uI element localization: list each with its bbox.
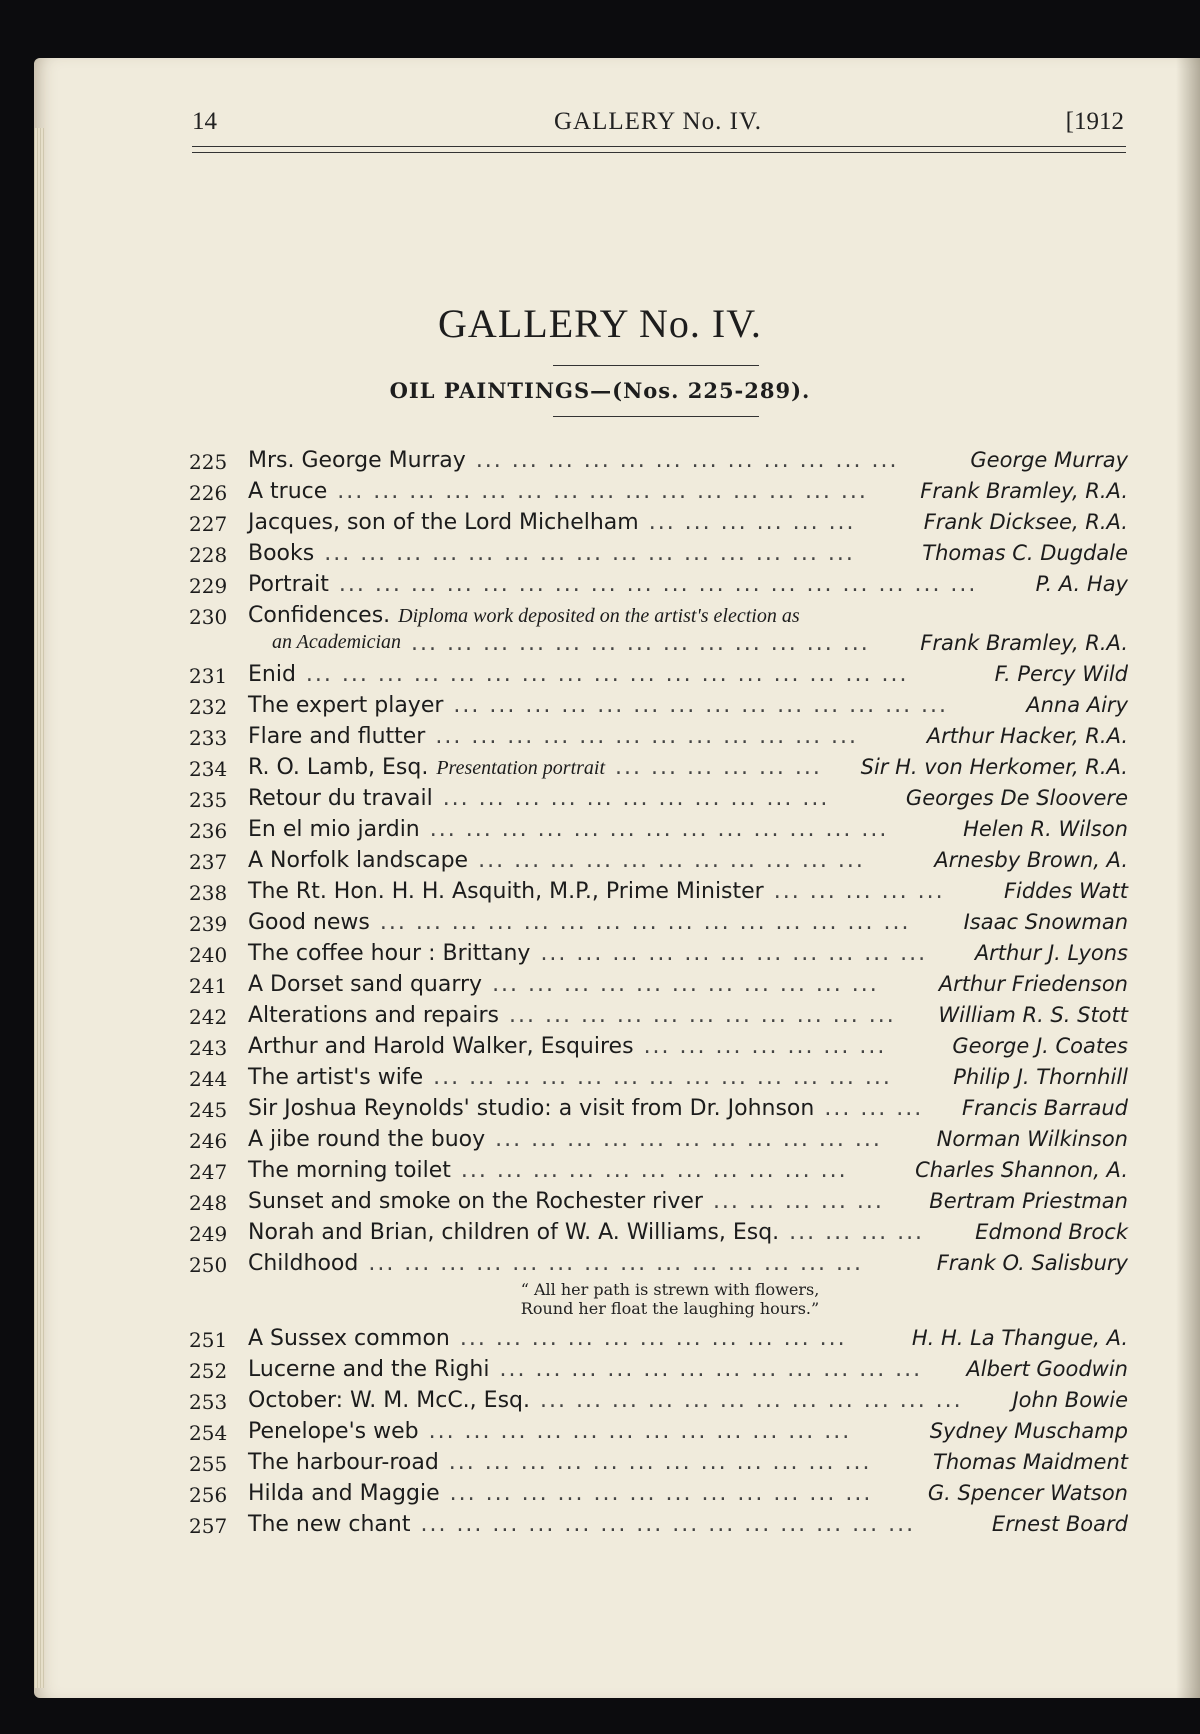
- entry-artist: Frank Bramley, R.A.: [920, 479, 1128, 503]
- entry-artist: H. H. La Thangue, A.: [911, 1326, 1128, 1350]
- entry-title-text: Flare and flutter: [248, 724, 426, 749]
- catalogue-entry: [0, 1003, 1200, 1033]
- entry-title: [248, 448, 466, 473]
- catalogue-entry: [0, 603, 1200, 633]
- leader-dots: ... ... ... ... ... ... ... ... ... ... ... ... ... ... ...: [379, 910, 911, 935]
- entry-artist: George J. Coates: [952, 1034, 1128, 1058]
- entry-title-text: The artist's wife: [248, 1065, 424, 1090]
- entry-title-text: A truce: [248, 479, 328, 504]
- entry-number: 257: [189, 1514, 228, 1538]
- leader-dots: ... ... ... ... ... ... ... ... ... ... ... ... ... ... ...: [337, 479, 868, 504]
- header-rule: [192, 146, 1126, 147]
- catalogue-entry: [0, 1158, 1200, 1188]
- leader-dots: ... ... ... ... ... ... ... ... ... ... ... ... ...: [411, 631, 870, 656]
- entry-title: [248, 941, 530, 966]
- entry-number: 236: [189, 819, 228, 843]
- catalogue-entry: [0, 755, 1200, 785]
- leader-dots: ... ... ... ... ... ... ... ... ... ... ...: [540, 941, 928, 966]
- entry-title-text: A Dorset sand quarry: [248, 972, 483, 997]
- entry-artist: George Murray: [970, 448, 1128, 472]
- catalogue-entry: [0, 1450, 1200, 1480]
- entry-artist: John Bowie: [1012, 1388, 1128, 1412]
- entry-title: [248, 1096, 814, 1121]
- entry-artist: Charles Shannon, A.: [915, 1158, 1128, 1182]
- entry-title: [248, 662, 296, 687]
- catalogue-entry: [0, 972, 1200, 1002]
- entry-title: [248, 817, 420, 842]
- entry-number: 255: [189, 1452, 228, 1476]
- entry-number: 247: [189, 1160, 228, 1184]
- entry-number: 244: [189, 1067, 228, 1091]
- catalogue-entry: [0, 1220, 1200, 1250]
- leader-dots: ... ... ... ... ... ... ... ... ... ... ...: [478, 848, 865, 873]
- leader-dots: ... ... ... ... ... ... ... ... ... ... ...: [442, 786, 830, 811]
- entry-artist: Georges De Sloovere: [905, 786, 1128, 810]
- entry-note: Presentation portrait: [436, 757, 606, 779]
- leader-dots: ... ... ... ... ... ... ... ... ... ... ... ... ... ... ... ... ...: [305, 662, 909, 687]
- running-title: GALLERY No. IV.: [553, 108, 763, 135]
- gallery-title: GALLERY No. IV.: [438, 301, 762, 346]
- entry-title: [248, 541, 314, 566]
- header-rule: [192, 152, 1126, 153]
- entry-title: [248, 910, 370, 935]
- entry-title: [248, 603, 800, 628]
- entry-artist: Ernest Board: [991, 1512, 1128, 1536]
- entry-title: [248, 1034, 634, 1059]
- catalogue-entry: [0, 1419, 1200, 1449]
- entry-title-text: The expert player: [248, 693, 444, 718]
- entry-title-text: Confidences.: [248, 603, 391, 628]
- catalogue-entry: [0, 1512, 1200, 1542]
- entry-number: 235: [189, 788, 228, 812]
- catalogue-entry: [0, 693, 1200, 723]
- entry-artist: P. A. Hay: [1035, 572, 1128, 596]
- entry-title: [248, 1388, 530, 1413]
- entry-artist: Norman Wilkinson: [936, 1127, 1128, 1151]
- catalogue-entry: [0, 1127, 1200, 1157]
- catalogue-entry: [0, 848, 1200, 878]
- entry-title-text: Childhood: [248, 1251, 359, 1276]
- entry-title: [248, 1419, 419, 1444]
- catalogue-entry: [0, 879, 1200, 909]
- entry-number: 238: [189, 881, 228, 905]
- running-head: [192, 108, 1124, 140]
- entry-artist: F. Percy Wild: [994, 662, 1128, 686]
- entry-number: 227: [189, 512, 228, 536]
- entry-number: 233: [189, 726, 228, 750]
- entry-number: 254: [189, 1421, 228, 1445]
- entry-number: 245: [189, 1098, 228, 1122]
- leader-dots: ... ... ... ... ... ...: [648, 510, 856, 535]
- entry-artist: Arnesby Brown, A.: [934, 848, 1128, 872]
- entry-title: [248, 693, 443, 718]
- entry-title-text: The Rt. Hon. H. H. Asquith, M.P., Prime Minister: [248, 879, 764, 904]
- entry-title-text: Penelope's web: [248, 1419, 419, 1444]
- entry-title-text: Sir Joshua Reynolds' studio: a visit from Dr. Johnson: [248, 1096, 815, 1121]
- leader-dots: ... ... ... ... ...: [712, 1189, 884, 1214]
- leader-dots: ... ... ... ... ... ... ... ... ... ... ...: [460, 1158, 848, 1183]
- entry-artist: Arthur Hacker, R.A.: [926, 724, 1128, 748]
- entry-artist: Philip J. Thornhill: [953, 1065, 1128, 1089]
- leader-dots: ... ... ... ... ... ... ... ... ... ... ...: [509, 1003, 896, 1028]
- entry-title-text: Mrs. George Murray: [248, 448, 466, 473]
- entry-title-text: Retour du travail: [248, 786, 433, 811]
- catalogue-entry: [0, 1096, 1200, 1126]
- entry-title: [248, 1127, 485, 1152]
- catalogue-entry: [0, 786, 1200, 816]
- entry-number: 248: [189, 1191, 228, 1215]
- entry-artist: Bertram Priestman: [929, 1189, 1128, 1213]
- entry-number: 243: [189, 1036, 228, 1060]
- entry-title-text: Norah and Brian, children of W. A. Williams, Esq.: [248, 1220, 780, 1245]
- section-title: OIL PAINTINGS—(Nos. 225-289).: [389, 378, 811, 403]
- entry-number: 250: [189, 1253, 228, 1277]
- entry-title: [248, 755, 605, 780]
- entry-title: [248, 879, 764, 904]
- entry-number: 228: [189, 543, 228, 567]
- entry-title-text: Alterations and repairs: [248, 1003, 499, 1028]
- entry-title: [248, 724, 425, 749]
- entry-artist: Sir H. von Herkomer, R.A.: [860, 755, 1128, 779]
- entry-number: 229: [189, 574, 228, 598]
- entry-artist: Anna Airy: [1026, 693, 1128, 717]
- page-number: 14: [192, 108, 217, 135]
- entry-number: 249: [189, 1222, 228, 1246]
- catalogue-entry: [0, 448, 1200, 478]
- catalogue-entry: [0, 572, 1200, 602]
- entry-number: 241: [189, 974, 228, 998]
- entry-title-text: Portrait: [248, 572, 329, 597]
- catalogue-entry: [0, 1065, 1200, 1095]
- leader-dots: ... ... ... ... ... ... ... ... ... ... ... ...: [539, 1388, 963, 1413]
- entry-note-continued: an Academician: [272, 631, 402, 653]
- entry-title: [248, 1357, 489, 1382]
- entry-title-text: The new chant: [248, 1512, 411, 1537]
- entry-number: 246: [189, 1129, 228, 1153]
- entry-title-text: Arthur and Harold Walker, Esquires: [248, 1034, 634, 1059]
- entry-number: 226: [189, 481, 228, 505]
- catalogue-entry: [0, 1189, 1200, 1219]
- leader-dots: ... ... ... ... ... ... ... ... ... ... ... ...: [435, 724, 859, 749]
- leader-dots: ... ... ... ... ... ... ... ... ... ... ... ...: [448, 1450, 872, 1475]
- catalogue-entry: [0, 1388, 1200, 1418]
- entry-artist: Fiddes Watt: [1003, 879, 1128, 903]
- entry-title: [248, 1065, 423, 1090]
- leader-dots: ... ... ... ... ... ... ... ... ... ... ... ... ... ...: [368, 1251, 863, 1276]
- entry-artist: Albert Goodwin: [966, 1357, 1128, 1381]
- entry-artist: Thomas Maidment: [933, 1450, 1128, 1474]
- entry-artist: Frank Dicksee, R.A.: [923, 510, 1128, 534]
- catalogue-entry: [0, 941, 1200, 971]
- catalogue-entry: [0, 1357, 1200, 1387]
- catalogue-entry: [0, 817, 1200, 847]
- entry-artist: Helen R. Wilson: [963, 817, 1128, 841]
- entry-title-text: A jibe round the buoy: [248, 1127, 486, 1152]
- catalogue-entry: [0, 1481, 1200, 1511]
- entry-artist: William R. S. Stott: [938, 1003, 1128, 1027]
- entry-title-text: Books: [248, 541, 315, 566]
- entry-number: 251: [189, 1328, 228, 1352]
- entry-title: [248, 848, 468, 873]
- entry-number: 256: [189, 1483, 228, 1507]
- leader-dots: ... ... ... ... ... ... ... ... ... ... ... ... ... ...: [453, 693, 949, 718]
- section-rule: [553, 416, 759, 417]
- quote-line: “ All her path is strewn with flowers,: [520, 1280, 820, 1299]
- leader-dots: ... ... ... ... ... ... ... ... ... ... ... ... ...: [433, 1065, 892, 1090]
- catalogue-entry: [0, 1326, 1200, 1356]
- leader-dots: ... ... ... ... ... ... ... ... ... ... ... ...: [449, 1481, 873, 1506]
- entry-number: 239: [189, 912, 228, 936]
- entry-quote: [470, 1280, 870, 1318]
- entry-title-text: A Sussex common: [248, 1326, 450, 1351]
- leader-dots: ... ... ... ... ... ... ... ... ... ... ... ...: [499, 1357, 923, 1382]
- catalogue-entry: [0, 510, 1200, 540]
- entry-title-text: En el mio jardin: [248, 817, 420, 842]
- entry-number: 242: [189, 1005, 228, 1029]
- entry-number: 234: [189, 757, 228, 781]
- title-rule: [553, 365, 759, 366]
- entry-title-text: Good news: [248, 910, 370, 935]
- quote-line: Round her float the laughing hours.”: [520, 1299, 820, 1318]
- entry-title-text: Enid: [248, 662, 296, 687]
- entry-title-text: A Norfolk landscape: [248, 848, 469, 873]
- entry-title-text: Sunset and smoke on the Rochester river: [248, 1189, 703, 1214]
- entry-title-text: Jacques, son of the Lord Michelham: [248, 510, 639, 535]
- entry-title: [248, 1158, 451, 1183]
- entry-title: [248, 786, 433, 811]
- entry-number: 237: [189, 850, 228, 874]
- entry-title: [248, 510, 639, 535]
- entry-artist: Sydney Muschamp: [929, 1419, 1128, 1443]
- catalogue-entry: [0, 1251, 1200, 1281]
- entry-note: Diploma work deposited on the artist's election as: [398, 605, 800, 627]
- entry-artist: Frank Bramley, R.A.: [920, 631, 1128, 655]
- entry-number: 230: [189, 605, 228, 629]
- entry-artist: Arthur Friedenson: [938, 972, 1128, 996]
- leader-dots: ... ... ... ... ... ... ... ... ... ... ... ... ... ... ...: [324, 541, 855, 566]
- entry-title: [248, 1512, 410, 1537]
- leader-dots: ... ... ... ... ... ... ... ... ... ... ... ...: [428, 1419, 852, 1444]
- entry-title: [248, 1189, 703, 1214]
- entry-title: [248, 1481, 440, 1506]
- leader-dots: ... ... ... ...: [789, 1220, 925, 1245]
- entry-title-text: Lucerne and the Righi: [248, 1357, 490, 1382]
- leader-dots: ... ... ... ... ... ...: [615, 755, 822, 780]
- leader-dots: ... ... ...: [824, 1096, 924, 1121]
- entry-artist: Arthur J. Lyons: [974, 941, 1128, 965]
- entry-title: [248, 1251, 358, 1276]
- entry-title-text: The harbour-road: [248, 1450, 439, 1475]
- leader-dots: ... ... ... ... ... ... ... ... ... ... ... ... ... ...: [420, 1512, 916, 1537]
- catalogue-entry: [0, 541, 1200, 571]
- entry-title: [248, 972, 482, 997]
- entry-title-text: The coffee hour : Brittany: [248, 941, 531, 966]
- entry-artist: Francis Barraud: [962, 1096, 1128, 1120]
- catalogue-entry: [0, 910, 1200, 940]
- entry-title: [248, 479, 327, 504]
- leader-dots: ... ... ... ... ... ... ... ... ... ... ... ...: [475, 448, 899, 473]
- leader-dots: ... ... ... ... ... ... ... ... ... ... ... ... ... ... ... ... ... ...: [338, 572, 978, 597]
- entry-artist: Edmond Brock: [975, 1220, 1128, 1244]
- catalogue-entry-continued: [0, 631, 1200, 661]
- entry-artist: Isaac Snowman: [963, 910, 1128, 934]
- entry-title-text: October: W. M. McC., Esq.: [248, 1388, 530, 1413]
- entry-title-text: Hilda and Maggie: [248, 1481, 440, 1506]
- entry-title: [248, 572, 329, 597]
- entry-artist: Frank O. Salisbury: [936, 1251, 1128, 1275]
- entry-number: 232: [189, 695, 228, 719]
- leader-dots: ... ... ... ... ... ... ... ... ... ... ...: [459, 1326, 847, 1351]
- entry-number: 225: [189, 450, 228, 474]
- catalogue-entry: [0, 662, 1200, 692]
- entry-title: [248, 1450, 439, 1475]
- entry-title: [248, 1003, 499, 1028]
- entry-title-text: The morning toilet: [248, 1158, 451, 1183]
- leader-dots: ... ... ... ... ... ... ... ... ... ... ... ... ...: [429, 817, 889, 842]
- entry-number: 231: [189, 664, 228, 688]
- entry-number: 252: [189, 1359, 228, 1383]
- entry-number: 240: [189, 943, 228, 967]
- leader-dots: ... ... ... ... ...: [773, 879, 945, 904]
- catalogue-entry: [0, 1034, 1200, 1064]
- catalogue-entry: [0, 479, 1200, 509]
- leader-dots: ... ... ... ... ... ... ...: [643, 1034, 887, 1059]
- entry-title-text: R. O. Lamb, Esq.: [248, 755, 429, 780]
- leader-dots: ... ... ... ... ... ... ... ... ... ... ...: [495, 1127, 882, 1152]
- entry-artist: G. Spencer Watson: [927, 1481, 1128, 1505]
- leader-dots: ... ... ... ... ... ... ... ... ... ... ...: [492, 972, 879, 997]
- entry-artist: Thomas C. Dugdale: [922, 541, 1128, 565]
- entry-number: 253: [189, 1390, 228, 1414]
- running-year: [1912: [1065, 108, 1124, 135]
- entry-title: [248, 1326, 450, 1351]
- catalogue-entry: [0, 724, 1200, 754]
- entry-title: [248, 1220, 779, 1245]
